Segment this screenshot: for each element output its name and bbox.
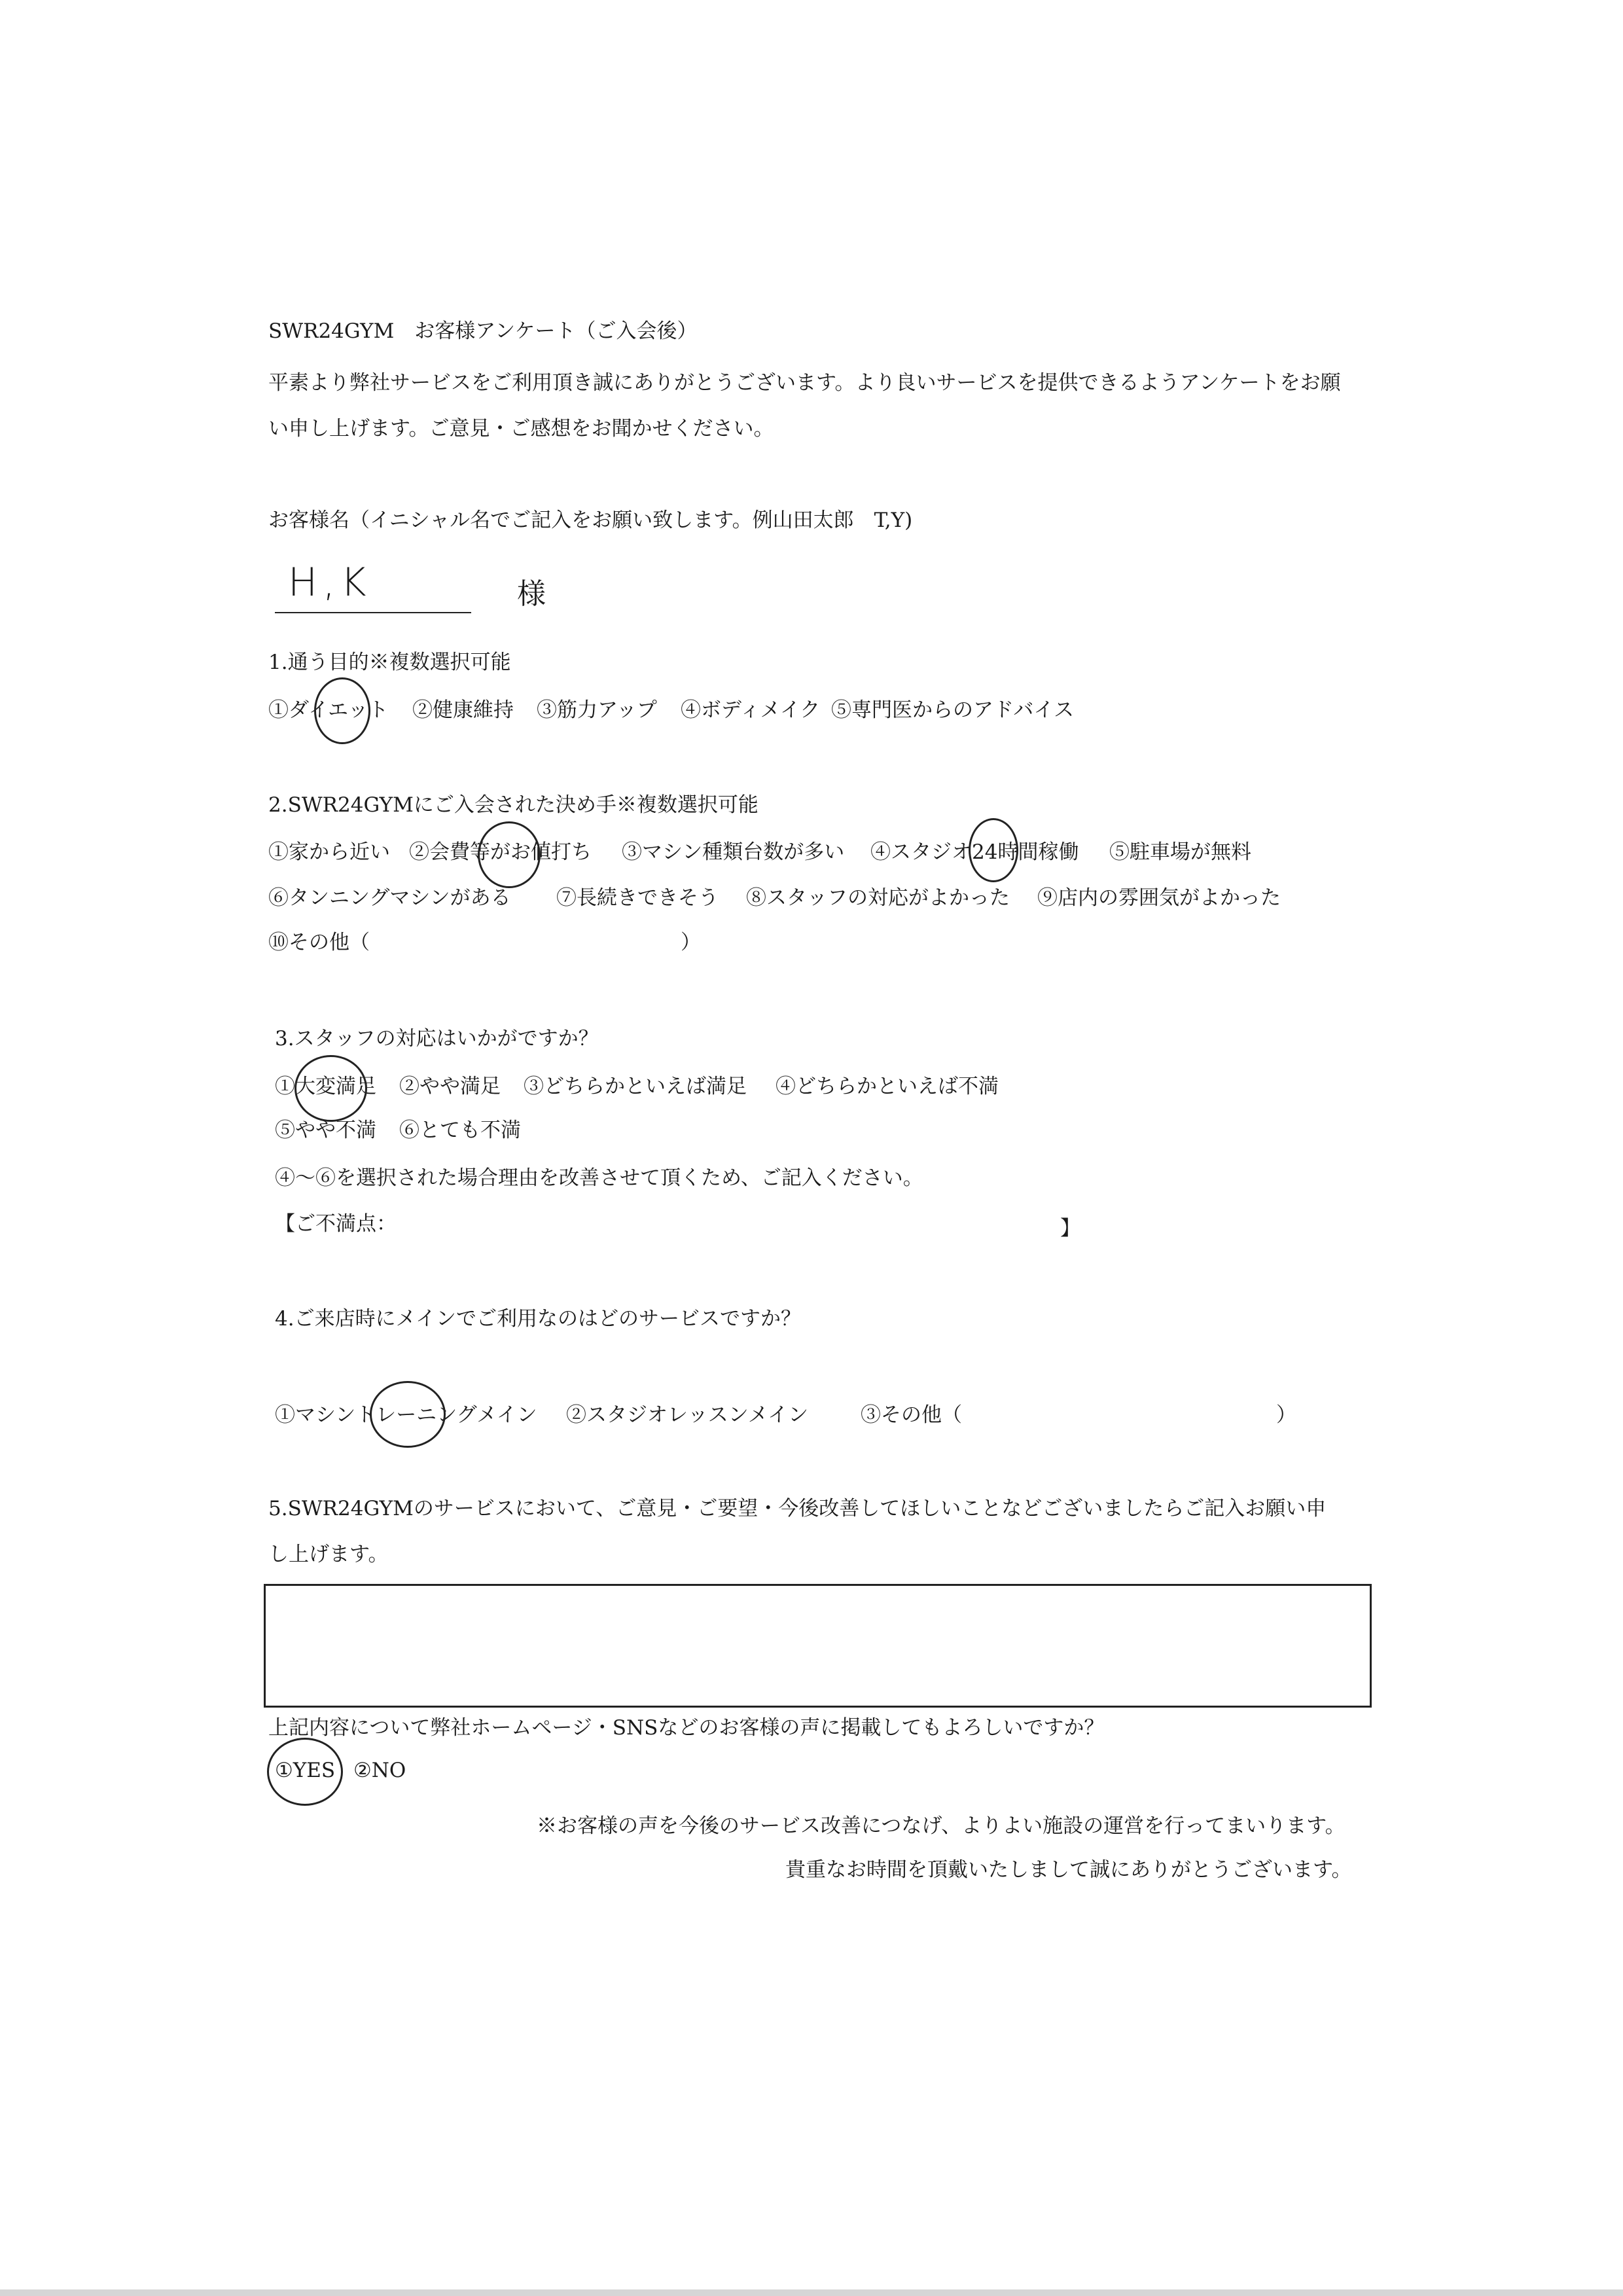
q4-option-other-close: ） xyxy=(1276,1403,1296,1427)
name-value-handwritten[interactable]: H,K xyxy=(288,560,372,605)
q2-option-studio-24h[interactable]: ④スタジオ24時間稼働 xyxy=(870,840,1079,864)
footer-line-1: ※お客様の声を今後のサービス改善につなげ、よりよい施設の運営を行ってまいります。 xyxy=(537,1814,1346,1838)
q1-option-bodymake[interactable]: ④ボディメイク xyxy=(681,698,821,722)
q3-note: ④～⑥を選択された場合理由を改善させて頂くため、ご記入ください。 xyxy=(275,1166,923,1190)
q2-option-other-close: ） xyxy=(681,931,701,954)
q3-selection-circle xyxy=(294,1055,367,1122)
name-label: お客様名（イニシャル名でご記入をお願い致します。例山田太郎 T,Y) xyxy=(268,509,913,532)
q5-answer-box[interactable] xyxy=(264,1584,1372,1708)
q2-option-machines[interactable]: ③マシン種類台数が多い xyxy=(622,840,845,864)
q3-complaint-close: 】 xyxy=(1060,1217,1080,1240)
q2-option-longlast[interactable]: ⑦長続きできそう xyxy=(556,886,719,910)
name-underline xyxy=(275,612,471,613)
q2-selection-circle-studio xyxy=(969,818,1018,882)
survey-title: SWR24GYM お客様アンケート（ご入会後） xyxy=(268,319,698,343)
name-suffix: 様 xyxy=(517,577,546,611)
q4-option-studio[interactable]: ②スタジオレッスンメイン xyxy=(566,1403,809,1427)
q1-option-strength[interactable]: ③筋力アップ xyxy=(537,698,657,722)
q2-option-parking[interactable]: ⑤駐車場が無料 xyxy=(1109,840,1251,864)
consent-option-yes[interactable]: ①YES xyxy=(275,1759,336,1782)
q5-title-line-2: し上げます。 xyxy=(268,1543,389,1566)
q2-title: 2.SWR24GYMにご入会された決め手※複数選択可能 xyxy=(268,793,758,817)
scan-bottom-edge xyxy=(0,2289,1623,2296)
q3-complaint-label[interactable]: 【ご不満点： xyxy=(275,1212,397,1236)
intro-line-2: い申し上げます。ご意見・ご感想をお聞かせください。 xyxy=(268,417,774,440)
q3-option-very-satisfied[interactable]: ①大変満足 xyxy=(275,1075,376,1098)
q4-option-other[interactable]: ③その他（ xyxy=(861,1403,962,1427)
consent-question: 上記内容について弊社ホームページ・SNSなどのお客様の声に掲載してもよろしいですか？ xyxy=(268,1716,1105,1740)
q1-option-doctor[interactable]: ⑤専門医からのアドバイス xyxy=(831,698,1075,722)
q2-option-fee[interactable]: ②会費等がお値打ち xyxy=(409,840,592,864)
q2-option-other-label[interactable]: ⑩その他（ xyxy=(268,931,370,954)
q4-selection-circle xyxy=(370,1381,446,1448)
q2-option-staff[interactable]: ⑧スタッフの対応がよかった xyxy=(746,886,1010,910)
footer-line-2: 貴重なお時間を頂戴いたしまして誠にありがとうございます。 xyxy=(785,1858,1352,1882)
q3-option-very-dissatisfied[interactable]: ⑥とても不満 xyxy=(399,1119,521,1142)
q1-option-diet[interactable]: ①ダイエット xyxy=(268,698,389,722)
q3-title: 3.スタッフの対応はいかがですか？ xyxy=(275,1027,599,1050)
q3-option-somewhat-dissatisfied[interactable]: ⑤やや不満 xyxy=(275,1119,376,1142)
q1-title: 1.通う目的※複数選択可能 xyxy=(268,651,511,674)
q1-selection-circle xyxy=(314,677,370,744)
q4-title: 4.ご来店時にメインでご利用なのはどのサービスですか？ xyxy=(275,1307,801,1331)
q2-option-tanning[interactable]: ⑥タンニングマシンがある xyxy=(268,886,511,910)
consent-selection-circle xyxy=(267,1738,343,1806)
q2-option-near-home[interactable]: ①家から近い xyxy=(268,840,390,864)
q3-option-rather-satisfied[interactable]: ③どちらかといえば満足 xyxy=(524,1075,747,1098)
consent-option-no[interactable]: ②NO xyxy=(353,1759,406,1782)
q5-title-line-1: 5.SWR24GYMのサービスにおいて、ご意見・ご要望・今後改善してほしいことなどございましたらご記入お願い申 xyxy=(268,1497,1327,1520)
q1-option-health[interactable]: ②健康維持 xyxy=(412,698,514,722)
q2-option-atmosphere[interactable]: ⑨店内の雰囲気がよかった xyxy=(1037,886,1281,910)
q3-option-rather-dissatisfied[interactable]: ④どちらかといえば不満 xyxy=(776,1075,999,1098)
q5-answer-text xyxy=(266,1586,1370,1599)
intro-line-1: 平素より弊社サービスをご利用頂き誠にありがとうございます。より良いサービスを提供できるようアンケートをお願 xyxy=(268,371,1341,395)
q3-option-somewhat-satisfied[interactable]: ②やや満足 xyxy=(399,1075,501,1098)
q4-option-machine[interactable]: ①マシントレーニングメイン xyxy=(275,1403,537,1427)
q2-selection-circle-fee xyxy=(478,821,541,888)
